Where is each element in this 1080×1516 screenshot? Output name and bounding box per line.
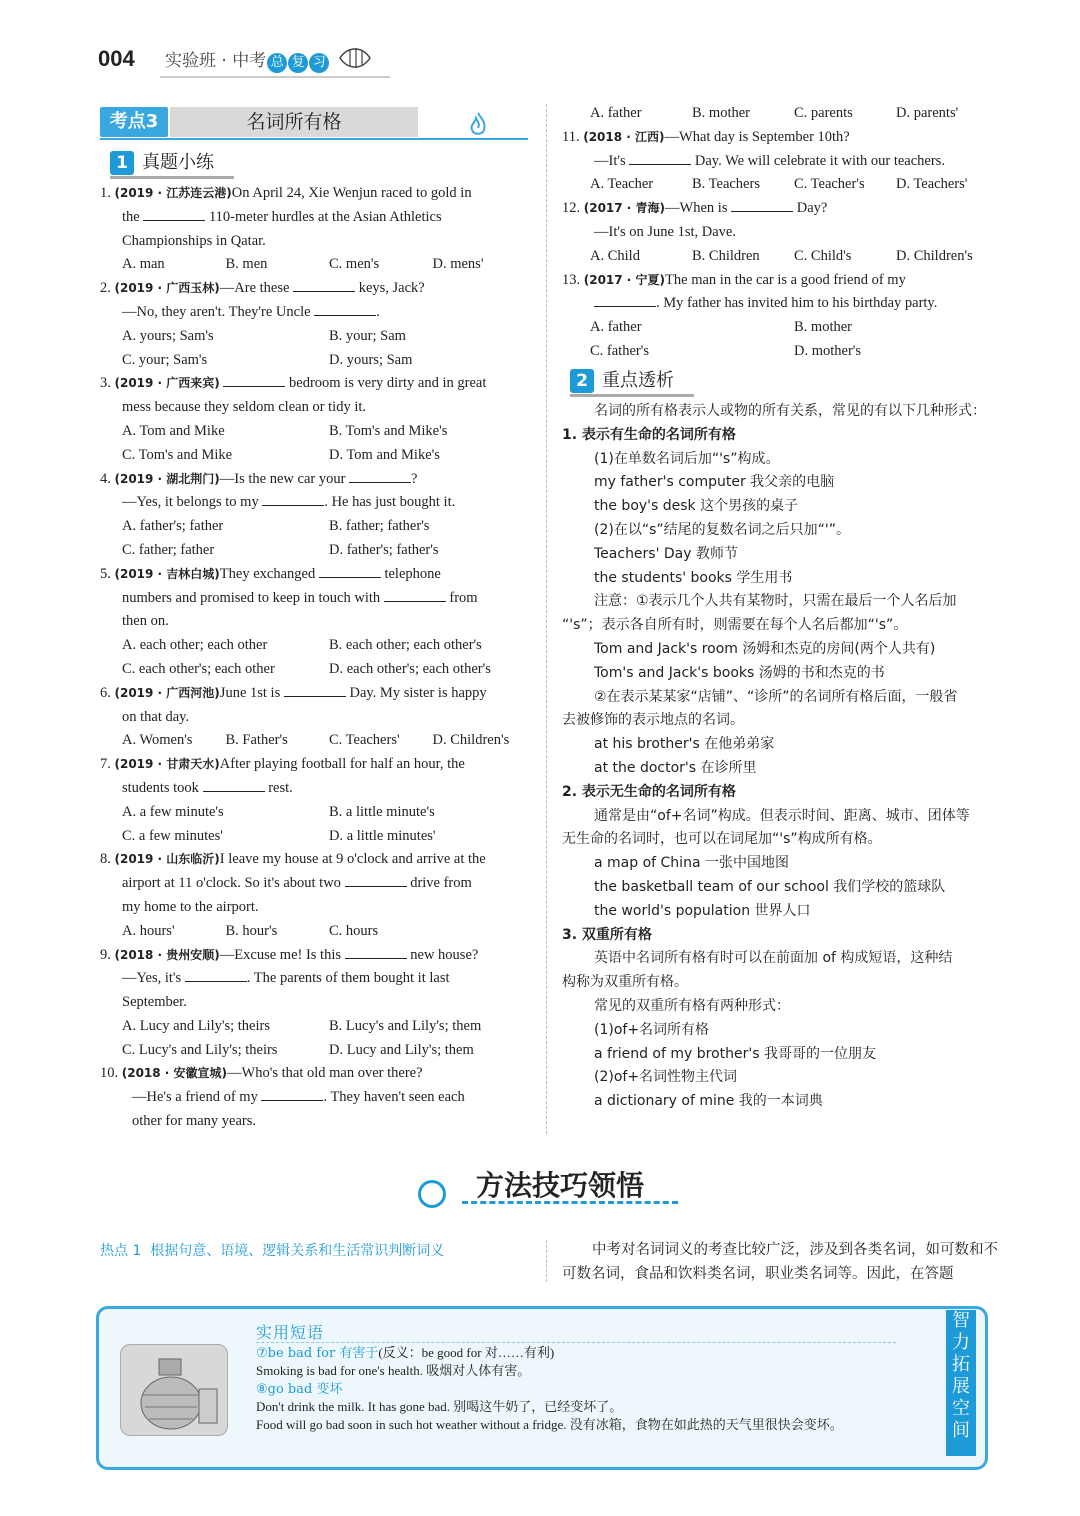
question-text: the bbox=[122, 208, 140, 225]
banner-char: 展 bbox=[952, 1376, 970, 1397]
option: D. yours; Sam bbox=[329, 351, 413, 368]
options bbox=[562, 102, 998, 126]
option: B. father; father's bbox=[329, 518, 430, 535]
question-text-line bbox=[100, 872, 536, 896]
phrase-line: Food will go bad soon in such hot weather without a fridge. 没有冰箱，食物在如此热的天气里很快会变坏。 bbox=[256, 1417, 843, 1432]
fish-logo-icon bbox=[336, 44, 376, 72]
option: D. father's; father's bbox=[329, 541, 439, 558]
option: A. father bbox=[590, 105, 642, 121]
option: C. parents bbox=[794, 105, 853, 121]
option: D. Lucy and Lily's; them bbox=[329, 1041, 474, 1058]
question-text-line: Championships in Qatar. bbox=[122, 232, 266, 249]
phrase-line: Don't drink the milk. It has gone bad. 别喝这牛奶了，已经变坏了。 bbox=[256, 1399, 623, 1414]
analysis-example: a dictionary of mine 我的一本词典 bbox=[594, 1093, 823, 1110]
question-source: (2017 · 青海) bbox=[583, 201, 666, 216]
analysis-line: 无生命的名词时，也可以在词尾加“'s”构成所有格。 bbox=[562, 831, 882, 848]
question-source: (2018 · 贵州安顺) bbox=[114, 947, 220, 962]
question-8: 8. (2019 · 山东临沂)I leave my house at 9 o'clock and arrive at the bbox=[100, 851, 486, 868]
flame-icon bbox=[468, 112, 488, 136]
question-text-line: on that day. bbox=[122, 708, 190, 725]
question-text-line bbox=[100, 491, 536, 515]
question-text: The man in the car is a good friend of my bbox=[665, 271, 906, 288]
option: A. each other; each other bbox=[122, 637, 268, 654]
analysis-example: the world's population 世界人口 bbox=[594, 902, 811, 919]
analysis-line: (2)在以“s”结尾的复数名词之后只加“'”。 bbox=[594, 521, 850, 538]
question-text: Day. My sister is happy bbox=[349, 684, 487, 701]
option: C. Teacher's bbox=[794, 176, 865, 193]
options bbox=[100, 1015, 536, 1039]
question-text: bedroom is very dirty and in great bbox=[289, 375, 487, 392]
option: C. father's bbox=[590, 342, 649, 359]
page-number: 004 bbox=[98, 46, 135, 71]
options bbox=[100, 253, 536, 277]
question-4: 4. (2019 · 湖北荆门)—Is the new car your ? bbox=[100, 468, 536, 492]
subheading-rule bbox=[570, 394, 694, 397]
pill-1: 总 bbox=[267, 53, 287, 73]
pill-2: 复 bbox=[288, 53, 308, 73]
column-divider bbox=[546, 1240, 547, 1282]
analysis-example: Tom and Jack's room 汤姆和杰克的房间(两个人共有) bbox=[594, 640, 936, 657]
question-source: (2017 · 宁夏) bbox=[583, 272, 666, 287]
option: C. men's bbox=[329, 256, 380, 273]
analysis-line: 常见的双重所有格有两种形式： bbox=[594, 997, 790, 1014]
phrase-line bbox=[256, 1380, 342, 1399]
phrase-term: ⑦be bad for 有害于 bbox=[256, 1346, 379, 1361]
question-text: rest. bbox=[268, 779, 293, 796]
option: D. a little minutes' bbox=[329, 827, 436, 844]
option: D. parents' bbox=[896, 105, 959, 121]
question-text-line bbox=[100, 587, 536, 611]
question-text: —Yes, it's bbox=[122, 970, 182, 987]
question-text: new house? bbox=[410, 946, 479, 963]
question-text: from bbox=[449, 589, 478, 606]
question-text: numbers and promised to keep in touch with bbox=[122, 589, 381, 606]
option: A. man bbox=[122, 256, 165, 273]
analysis-note: 去被修饰的表示地点的名词。 bbox=[562, 712, 744, 729]
question-source: (2019 · 湖北荆门) bbox=[114, 471, 220, 486]
question-text: drive from bbox=[410, 875, 472, 892]
option: A. Child bbox=[590, 247, 640, 264]
option: C. your; Sam's bbox=[122, 351, 208, 368]
question-text: —Yes, it belongs to my bbox=[122, 494, 259, 511]
analysis-example: my father's computer 我父亲的电脑 bbox=[594, 474, 835, 491]
question-text-line bbox=[100, 967, 536, 991]
analysis-heading: 3. 双重所有格 bbox=[562, 926, 652, 943]
option: D. each other's; each other's bbox=[329, 660, 491, 677]
answer-blank bbox=[185, 967, 247, 982]
box-rule bbox=[256, 1342, 896, 1343]
options bbox=[100, 515, 536, 539]
question-7: 7. (2019 · 甘肃天水)After playing football for half an hour, the bbox=[100, 756, 465, 773]
subheading-practice bbox=[110, 148, 214, 175]
option: C. father; father bbox=[122, 541, 215, 558]
question-3: 3. (2019 · 广西来宾) bedroom is very dirty and in great bbox=[100, 372, 536, 396]
option: C. Lucy's and Lily's; theirs bbox=[122, 1041, 278, 1058]
analysis-note: “'s”；表示各自所有时，则需要在每个人名后都加“'s”。 bbox=[562, 617, 908, 634]
options bbox=[562, 316, 998, 340]
option: A. Tom and Mike bbox=[122, 422, 225, 439]
question-text: . My father has invited him to his birthday party. bbox=[656, 295, 938, 312]
question-1: 1. (2019 · 江苏连云港)On April 24, Xie Wenjun raced to gold in bbox=[100, 185, 472, 201]
options bbox=[100, 801, 536, 825]
phrase-line: Smoking is bad for one's health. 吸烟对人体有害。 bbox=[256, 1363, 531, 1378]
question-text: telephone bbox=[384, 565, 441, 582]
question-source: (2019 · 江苏连云港) bbox=[114, 186, 232, 200]
question-source: (2019 · 甘肃天水) bbox=[114, 757, 220, 772]
option: D. mother's bbox=[794, 342, 862, 359]
option: A. father's; father bbox=[122, 518, 224, 535]
question-text-line: then on. bbox=[122, 613, 169, 630]
analysis-line: 通常是由“of+名词”构成。但表示时间、距离、城市、团体等 bbox=[594, 807, 970, 824]
option: B. mother bbox=[794, 319, 852, 336]
option: A. a few minute's bbox=[122, 803, 224, 820]
question-text: They exchanged bbox=[219, 565, 316, 582]
question-text-line bbox=[100, 777, 536, 801]
option: B. your; Sam bbox=[329, 327, 406, 344]
analysis-line: 构称为双重所有格。 bbox=[562, 974, 688, 991]
option: B. hour's bbox=[225, 922, 278, 939]
cartoon-illustration bbox=[120, 1344, 228, 1436]
subheading-analysis bbox=[570, 366, 674, 393]
question-text: —Excuse me! Is this bbox=[219, 946, 342, 963]
question-text-line: other for many years. bbox=[132, 1113, 257, 1130]
question-source: (2018 · 江西) bbox=[583, 129, 665, 144]
option: B. Children bbox=[692, 247, 760, 264]
options bbox=[100, 825, 536, 849]
option: B. Tom's and Mike's bbox=[329, 422, 448, 439]
answer-blank bbox=[223, 372, 285, 387]
header-rule bbox=[160, 76, 390, 78]
answer-blank bbox=[143, 206, 205, 221]
option: B. men bbox=[225, 256, 268, 273]
question-6: 6. (2019 · 广西河池)June 1st is Day. My sister is happy bbox=[100, 682, 536, 706]
column-divider bbox=[546, 104, 547, 1134]
answer-blank bbox=[314, 301, 376, 316]
subheading-rule bbox=[110, 176, 234, 179]
answer-blank bbox=[293, 277, 355, 292]
option: A. Lucy and Lily's; theirs bbox=[122, 1017, 270, 1034]
banner-char: 间 bbox=[952, 1420, 970, 1441]
analysis-example: Teachers' Day 教师节 bbox=[594, 545, 738, 562]
options bbox=[100, 658, 536, 682]
options bbox=[100, 444, 536, 468]
banner-char: 空 bbox=[952, 1398, 970, 1419]
question-text: After playing football for half an hour, the bbox=[219, 756, 465, 773]
analysis-example: at his brother's 在他弟弟家 bbox=[594, 736, 775, 753]
option: A. Women's bbox=[122, 732, 193, 749]
option: A. hours' bbox=[122, 922, 175, 939]
phrase-line bbox=[256, 1344, 554, 1363]
answer-blank bbox=[345, 872, 407, 887]
question-text: —What day is September 10th? bbox=[664, 128, 850, 145]
hot-title: 根据句意、语境、逻辑关系和生活常识判断词义 bbox=[150, 1243, 445, 1259]
analysis-line: 英语中名词所有格有时可以在前面加 of 构成短语，这种结 bbox=[594, 950, 953, 967]
question-9: 9. (2018 · 贵州安顺)—Excuse me! Is this new house? bbox=[100, 944, 536, 968]
answer-blank bbox=[261, 1086, 323, 1101]
right-column bbox=[562, 102, 998, 364]
options bbox=[100, 325, 536, 349]
banner-char: 力 bbox=[952, 1332, 970, 1353]
hot-label: 热点 1 bbox=[100, 1243, 142, 1259]
question-text: airport at 11 o'clock. So it's about two bbox=[122, 875, 341, 892]
question-text: —No, they aren't. They're Uncle bbox=[122, 303, 311, 320]
analysis-example: the basketball team of our school 我们学校的篮球队 bbox=[594, 878, 946, 895]
answer-blank bbox=[349, 468, 411, 483]
option: A. yours; Sam's bbox=[122, 327, 214, 344]
left-column bbox=[100, 182, 536, 1134]
option: B. a little minute's bbox=[329, 803, 435, 820]
question-text: —He's a friend of my bbox=[132, 1089, 258, 1106]
cartoon-icon bbox=[121, 1345, 227, 1435]
analysis-example: Tom's and Jack's books 汤姆的书和杰克的书 bbox=[594, 664, 885, 681]
answer-blank bbox=[203, 777, 265, 792]
hot-description: 中考对名词词义的考查比较广泛，涉及到各类名词，如可数和不可数名词，食品和饮料类名词，职业类名词等。因此，在答题 bbox=[562, 1242, 998, 1282]
series-label: 实验班 · 中考 bbox=[165, 51, 267, 71]
question-text: I leave my house at 9 o'clock and arrive at the bbox=[219, 851, 486, 868]
answer-blank bbox=[319, 563, 381, 578]
option: D. mens' bbox=[432, 256, 484, 273]
option: D. Teachers' bbox=[896, 176, 968, 193]
analysis-example: the boy's desk 这个男孩的桌子 bbox=[594, 498, 799, 515]
options bbox=[562, 173, 998, 197]
banner-char: 智 bbox=[952, 1310, 970, 1331]
analysis-example: a friend of my brother's 我哥哥的一位朋友 bbox=[594, 1045, 876, 1062]
question-text: keys, Jack? bbox=[358, 280, 425, 297]
question-text: . They haven't seen each bbox=[323, 1089, 465, 1106]
options bbox=[100, 634, 536, 658]
section-title: 名词所有格 bbox=[170, 107, 418, 137]
analysis-line: (2)of+名词性物主代词 bbox=[594, 1069, 738, 1086]
pill-3: 习 bbox=[309, 53, 329, 73]
question-text: —Is the new car your bbox=[219, 470, 346, 487]
question-13: 13. (2017 · 宁夏)The man in the car is a good friend of my bbox=[562, 271, 906, 288]
option: C. a few minutes' bbox=[122, 827, 223, 844]
answer-blank bbox=[262, 491, 324, 506]
analysis-example: the students' books 学生用书 bbox=[594, 569, 793, 586]
question-11: 11. (2018 · 江西)—What day is September 10th? bbox=[562, 128, 850, 145]
question-text: —Are these bbox=[219, 280, 290, 297]
question-text: June 1st is bbox=[219, 684, 281, 701]
question-text-line: —It's on June 1st, Dave. bbox=[594, 223, 736, 240]
subheading-number: 1 bbox=[110, 151, 134, 175]
section-rule bbox=[100, 138, 528, 140]
question-5: 5. (2019 · 吉林白城)They exchanged telephone bbox=[100, 563, 536, 587]
answer-blank bbox=[284, 682, 346, 697]
option: C. Child's bbox=[794, 247, 852, 264]
option: C. each other's; each other bbox=[122, 660, 275, 677]
phrase-note: (反义：be good for 对……有利) bbox=[378, 1345, 555, 1360]
option: B. each other; each other's bbox=[329, 637, 482, 654]
target-icon bbox=[418, 1180, 446, 1208]
option: C. Teachers' bbox=[329, 732, 400, 749]
question-text: Day. We will celebrate it with our teachers. bbox=[694, 152, 945, 169]
question-text: —When is bbox=[665, 200, 728, 217]
question-text: ? bbox=[411, 470, 418, 487]
option: D. Children's bbox=[896, 247, 973, 264]
question-text: —Who's that old man over there? bbox=[227, 1065, 423, 1082]
question-text: On April 24, Xie Wenjun raced to gold in bbox=[231, 185, 472, 201]
options bbox=[100, 539, 536, 563]
options bbox=[562, 340, 998, 364]
question-text-line: September. bbox=[122, 994, 187, 1011]
options bbox=[100, 729, 536, 753]
question-text: . bbox=[376, 303, 380, 320]
subheading-title: 真题小练 bbox=[142, 152, 214, 173]
phrase-term: ⑧go bad 变坏 bbox=[256, 1382, 343, 1397]
side-banner bbox=[946, 1310, 976, 1456]
question-text-line bbox=[100, 206, 536, 230]
phrase-box bbox=[96, 1306, 988, 1470]
option: C. Tom's and Mike bbox=[122, 446, 233, 463]
question-text: students took bbox=[122, 779, 199, 796]
analysis-heading: 2. 表示无生命的名词所有格 bbox=[562, 783, 736, 800]
question-text-line bbox=[562, 292, 998, 316]
question-source: (2018 · 安徽宣城) bbox=[121, 1066, 228, 1081]
question-source: (2019 · 广西河池) bbox=[114, 685, 220, 700]
hot-topic bbox=[100, 1240, 444, 1260]
question-2: 2. (2019 · 广西玉林)—Are these keys, Jack? bbox=[100, 277, 536, 301]
answer-blank bbox=[594, 292, 656, 307]
question-text-line: my home to the airport. bbox=[122, 898, 259, 915]
method-rule bbox=[462, 1201, 678, 1207]
subheading-title: 重点透析 bbox=[602, 370, 674, 391]
analysis-example: a map of China 一张中国地图 bbox=[594, 855, 789, 872]
question-text-line bbox=[100, 1086, 536, 1110]
options bbox=[562, 245, 998, 269]
answer-blank bbox=[629, 150, 691, 165]
question-text-line bbox=[100, 301, 536, 325]
analysis-line: (1)在单数名词后加“'s”构成。 bbox=[594, 450, 780, 467]
question-text: —It's bbox=[594, 152, 626, 169]
question-text-line bbox=[562, 150, 998, 174]
analysis-heading: 1. 表示有生命的名词所有格 bbox=[562, 426, 736, 443]
option: A. Teacher bbox=[590, 176, 654, 193]
analysis-note: ②在表示某某家“店铺”、“诊所”的名词所有格后面，一般省 bbox=[594, 688, 958, 705]
question-source: (2019 · 广西玉林) bbox=[114, 281, 220, 296]
question-text: 110-meter hurdles at the Asian Athletics bbox=[208, 208, 442, 225]
analysis-text bbox=[562, 400, 998, 1114]
option: D. Tom and Mike's bbox=[329, 446, 440, 463]
option: B. Father's bbox=[225, 732, 288, 749]
options bbox=[100, 420, 536, 444]
question-10: 10. (2018 · 安徽宣城)—Who's that old man over there? bbox=[100, 1065, 423, 1082]
options bbox=[100, 349, 536, 373]
option: D. Children's bbox=[432, 732, 510, 749]
option: B. Teachers bbox=[692, 176, 760, 193]
options bbox=[100, 920, 536, 944]
box-title: 实用短语 bbox=[256, 1323, 325, 1342]
question-source: (2019 · 山东临沂) bbox=[114, 852, 220, 867]
series-title bbox=[165, 46, 329, 73]
analysis-note: 注意：①表示几个人共有某物时，只需在最后一个人名后加 bbox=[594, 593, 957, 610]
question-12: 12. (2017 · 青海)—When is Day? bbox=[562, 197, 998, 221]
question-text: . The parents of them bought it last bbox=[246, 970, 450, 987]
options bbox=[100, 1039, 536, 1063]
question-text: Day? bbox=[796, 200, 828, 217]
banner-char: 拓 bbox=[952, 1354, 970, 1375]
analysis-example: at the doctor's 在诊所里 bbox=[594, 759, 757, 776]
option: C. hours bbox=[329, 922, 379, 939]
answer-blank bbox=[384, 587, 446, 602]
analysis-line: 名词的所有格表示人或物的所有关系，常见的有以下几种形式： bbox=[594, 403, 986, 419]
subheading-number: 2 bbox=[570, 369, 594, 393]
answer-blank bbox=[731, 197, 793, 212]
option: B. mother bbox=[692, 105, 750, 121]
method-title: 方法技巧领悟 bbox=[476, 1169, 645, 1202]
option: B. Lucy's and Lily's; them bbox=[329, 1017, 482, 1034]
option: A. father bbox=[590, 319, 642, 336]
section-tag: 考点3 bbox=[100, 107, 168, 137]
question-source: (2019 · 广西来宾) bbox=[114, 376, 220, 391]
question-text-line: mess because they seldom clean or tidy it. bbox=[122, 399, 367, 416]
question-text: . He has just bought it. bbox=[324, 494, 456, 511]
analysis-line: (1)of+名词所有格 bbox=[594, 1021, 710, 1038]
answer-blank bbox=[345, 944, 407, 959]
question-source: (2019 · 吉林白城) bbox=[114, 566, 220, 581]
